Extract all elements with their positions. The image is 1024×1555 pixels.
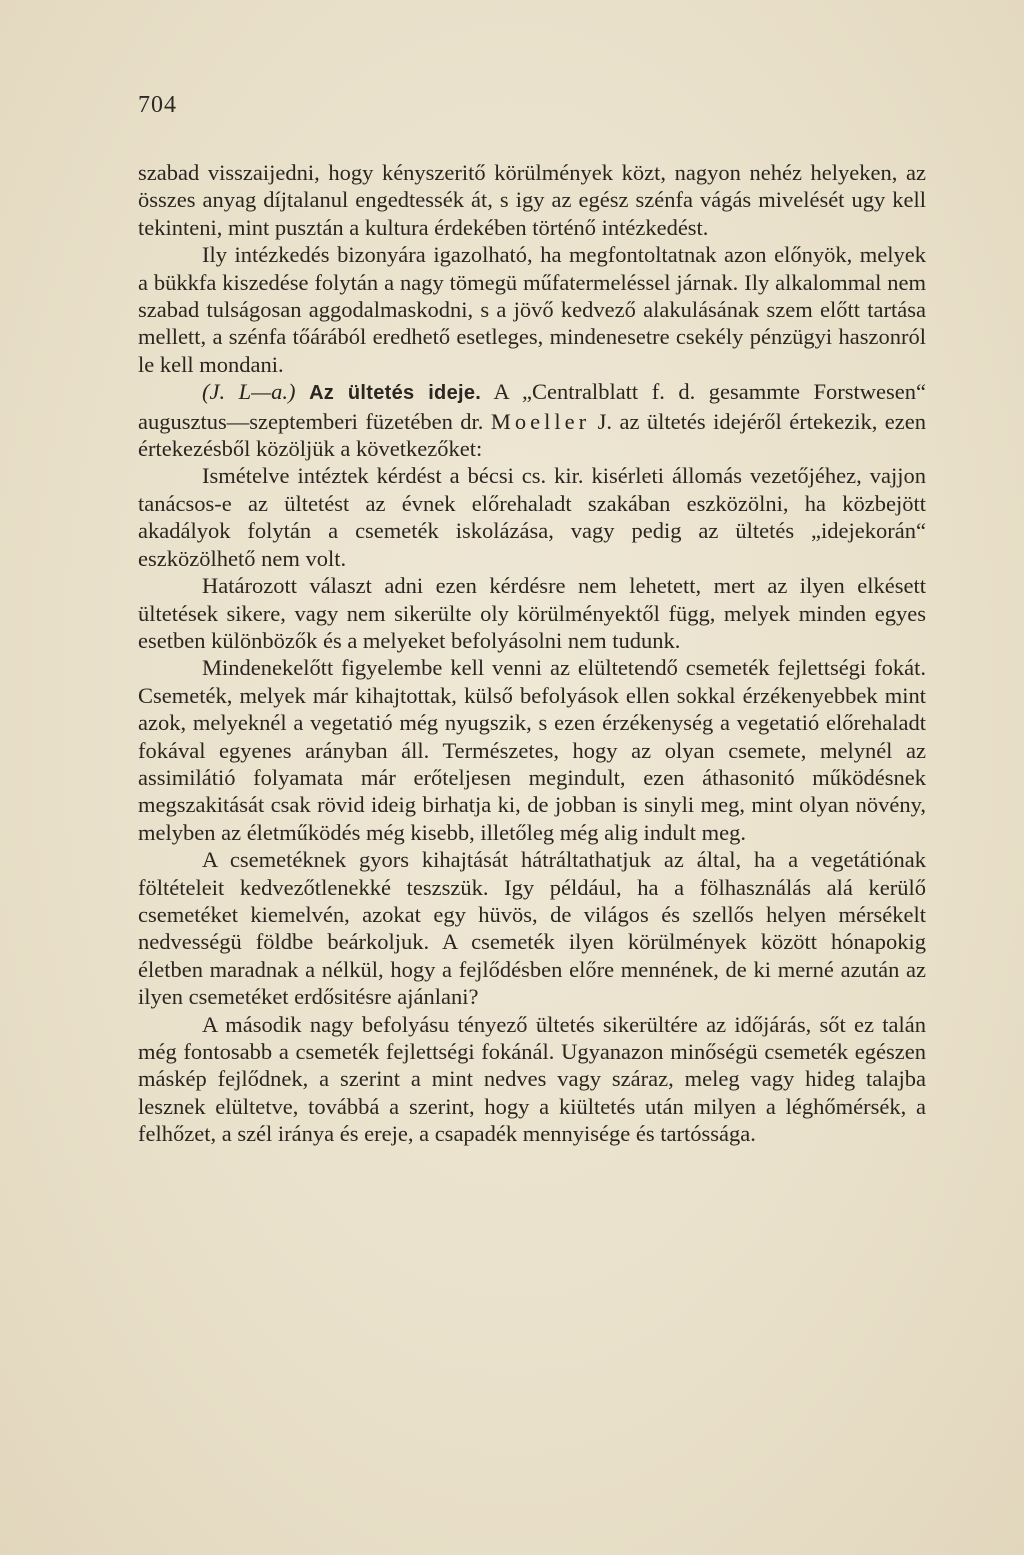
page-number: 704 xyxy=(138,92,177,118)
section-title: Az ültetés ideje. xyxy=(309,382,482,405)
paragraph: szabad visszaijedni, hogy kényszeritő körülmények közt, nagyon nehéz helyeken, az összes anyag díjtalanul engedtessék át, s igy az egész szénfa vágás mivelését ugy kell tekinteni, mint pusztán a kultura érdekében történő intézkedést. xyxy=(138,160,926,240)
paragraph-text: A „Centralblatt f. d. gesammte Forstwesen“ augusztus—szeptemberi füzetében dr. xyxy=(138,379,926,434)
body-text xyxy=(138,159,926,1148)
paragraph: Ismételve intéztek kérdést a bécsi cs. kir. kisérleti állomás vezetőjéhez, vajjon tanácsos-e az ültetést az évnek előrehaladt szakában eszközölni, ha közbejött akadályok folytán a csemeték iskolázása, vagy pedig az ültetés „idejekorán“ eszközölhető nem volt. xyxy=(138,463,926,571)
paragraph: A második nagy befolyásu tényező ültetés sikerültére az időjárás, sőt ez talán még fontosabb a csemeték fejlettségi fokánál. Ugyanazon minőségü csemeték egészen máskép fejlődnek, a szerint a mint nedves vagy száraz, meleg vagy hideg talajba lesznek elültetve, továbbá a szerint, hogy a kiültetés után milyen a léghőmérsék, a felhőzet, a szél iránya és ereje, a csapadék mennyisége és tartóssága. xyxy=(138,1011,926,1147)
paragraph-text: J. az ültetés idejéről értekezik, ezen értekezésből közöljük a következőket: xyxy=(138,408,927,462)
section-paragraph xyxy=(138,378,926,462)
paragraph: Határozott választ adni ezen kérdésre nem lehetett, mert az ilyen elkésett ültetések sikere, vagy nem sikerülte oly körülményektől függ, melyek minden egyes esetben különbözők és a melyeket befolyásolni nem tudunk. xyxy=(138,573,926,653)
author-initials: (J. L—a.) xyxy=(202,379,296,405)
author-name: Moeller xyxy=(490,408,591,434)
paragraph: Mindenekelőtt figyelembe kell venni az elültetendő csemeték fejlettségi fokát. Csemeték, melyek már kihajtottak, külső befolyások ellen sokkal érzékenyebbek mint azok, melyeknél a vegetatió még nyugszik, s ezen érzékenység a vegetatió előrehaladt fokával egyenes arányban áll. Természetes, hogy az olyan csemete, melynél az assimilátió folyamata már erőteljesen megindult, ezen áthasonitó működésnek megszakitását csak rövid ideig birhatja ki, de jobban is sinyli meg, mint olyan növény, melyben az életműködés még kisebb, illetőleg még alig indult meg. xyxy=(138,655,926,845)
paragraph: A csemetéknek gyors kihajtását hátráltathatjuk az által, ha a vegetátiónak föltételeit kedvezőtlenekké teszszük. Igy például, ha a fölhasználás alá kerülő csemetéket kiemelvén, azokat egy hüvös, de világos és szellős helyen mérsékelt nedvességü földbe beárkoljuk. A csemeték ilyen körülmények között hónapokig életben maradnak a nélkül, hogy a fejlődésben előre mennének, de ki merné azután az ilyen csemetéket erdősitésre ajánlani? xyxy=(138,847,926,1010)
paragraph: Ily intézkedés bizonyára igazolható, ha megfontoltatnak azon előnyök, melyek a bükkfa kiszedése folytán a nagy tömegü műfatermeléssel járnak. Ily alkalommal nem szabad tulságosan aggodalmaskodni, s a jövő kedvező alakulásának szem előtt tartása mellett, a szénfa tőárából eredhető esetleges, mindenesetre csekély pénzügyi haszonról le kell mondani. xyxy=(138,242,926,377)
